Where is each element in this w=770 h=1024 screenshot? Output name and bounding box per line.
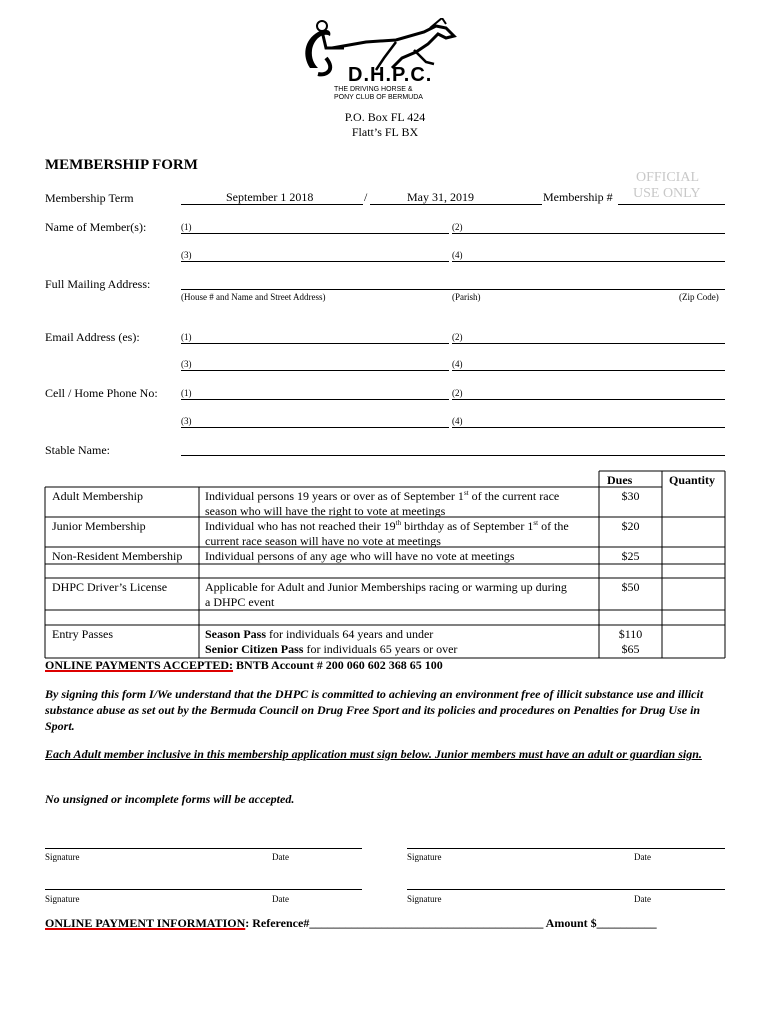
adult-membership-type: Adult Membership xyxy=(52,489,143,503)
date-4-label: Date xyxy=(634,894,651,904)
online-payment-info-label: ONLINE PAYMENT INFORMATION xyxy=(45,916,246,930)
drug-free-statement: By signing this form I/We understand that the DHPC is committed to achieving an environment free of illicit substance use and illicit substance abuse as set out by the Bermuda Council on Drug Free Sport and its policies and procedures on Penalties for Drug Use in Sport. xyxy=(45,687,704,733)
email-label: Email Address (es): xyxy=(45,330,140,344)
signature-4-field[interactable] xyxy=(407,889,725,890)
address-line-1: P.O. Box FL 424 xyxy=(344,110,426,124)
date-3-label: Date xyxy=(272,894,289,904)
adult-membership-dues: $30 xyxy=(621,489,640,503)
nonresident-membership-desc: Individual persons of any age who will have no vote at meetings xyxy=(205,549,515,563)
phone-3-label: (3) xyxy=(181,416,192,426)
email-3-label: (3) xyxy=(181,359,192,369)
address-parish-hint: (Parish) xyxy=(452,292,481,302)
senior-pass-dues: $65 xyxy=(621,642,640,656)
official-use-label-2: USE ONLY xyxy=(633,186,701,201)
driver-license-dues: $50 xyxy=(621,580,640,594)
senior-pass-desc: Senior Citizen Pass for individuals 65 years or over xyxy=(205,642,458,656)
membership-term-label: Membership Term xyxy=(45,191,134,205)
nonresident-membership-dues: $25 xyxy=(621,549,640,563)
logo-subtitle-2: PONY CLUB OF BERMUDA xyxy=(334,94,423,101)
term-start-value: September 1 2018 xyxy=(226,190,314,204)
quantity-header: Quantity xyxy=(669,473,716,487)
payment-reference-field[interactable]: : Reference#_______________________________________ Amount $__________ xyxy=(245,916,657,930)
address-zip-hint: (Zip Code) xyxy=(679,292,719,302)
email-4-label: (4) xyxy=(452,359,463,369)
phone-4-label: (4) xyxy=(452,416,463,426)
date-1-label: Date xyxy=(272,852,289,862)
driver-license-type: DHPC Driver’s License xyxy=(52,580,168,594)
term-separator: / xyxy=(364,190,368,204)
signature-2-label: Signature xyxy=(407,852,442,862)
adult-sign-statement: Each Adult member inclusive in this membership application must sign below. Junior members must have an adult or guardian sign. xyxy=(45,747,702,761)
phone-label: Cell / Home Phone No: xyxy=(45,386,158,400)
online-payments-label: ONLINE PAYMENTS ACCEPTED: xyxy=(45,658,234,672)
name-1-label: (1) xyxy=(181,222,192,232)
logo-title: D.H.P.C. xyxy=(348,64,433,86)
adult-membership-desc: Individual persons 19 years or over as of September 1st of the current race season who will have the right to vote at meetings xyxy=(205,489,560,518)
phone-1-label: (1) xyxy=(181,388,192,398)
dues-header: Dues xyxy=(607,473,633,487)
mailing-address-label: Full Mailing Address: xyxy=(45,277,151,291)
signature-1-label: Signature xyxy=(45,852,80,862)
online-payment-info-line xyxy=(45,916,657,931)
member-names-label: Name of Member(s): xyxy=(45,220,147,234)
date-2-label: Date xyxy=(634,852,651,862)
junior-membership-dues: $20 xyxy=(621,519,640,533)
name-3-label: (3) xyxy=(181,250,192,260)
entry-passes-type: Entry Passes xyxy=(52,627,113,641)
term-end-value: May 31, 2019 xyxy=(407,190,474,204)
junior-membership-desc: Individual who has not reached their 19th birthday as of September 1st of the current race season will have no vote at meetings xyxy=(205,519,569,548)
official-use-label-1: OFFICIAL xyxy=(636,170,700,185)
email-1-label: (1) xyxy=(181,332,192,342)
signature-2-field[interactable] xyxy=(407,848,725,849)
logo-subtitle-1: THE DRIVING HORSE & xyxy=(334,86,413,93)
form-title: MEMBERSHIP FORM xyxy=(45,157,198,173)
name-2-label: (2) xyxy=(452,222,463,232)
signature-3-label: Signature xyxy=(45,894,80,904)
address-house-hint: (House # and Name and Street Address) xyxy=(181,292,326,302)
season-pass-dues: $110 xyxy=(618,627,643,641)
nonresident-membership-type: Non-Resident Membership xyxy=(52,549,183,563)
driver-license-desc: Applicable for Adult and Junior Memberships racing or warming up during a DHPC event xyxy=(205,580,567,609)
phone-2-label: (2) xyxy=(452,388,463,398)
membership-number-label: Membership # xyxy=(543,190,613,204)
name-4-label: (4) xyxy=(452,250,463,260)
online-payments-account: BNTB Account # 200 060 602 368 65 100 xyxy=(233,658,443,672)
stable-name-label: Stable Name: xyxy=(45,443,110,457)
signature-3-field[interactable] xyxy=(45,889,362,890)
no-unsigned-statement: No unsigned or incomplete forms will be accepted. xyxy=(45,792,295,806)
signature-1-field[interactable] xyxy=(45,848,362,849)
online-payments-line xyxy=(45,658,443,673)
junior-membership-type: Junior Membership xyxy=(52,519,146,533)
address-line-2: Flatt’s FL BX xyxy=(351,125,419,139)
signature-4-label: Signature xyxy=(407,894,442,904)
season-pass-desc: Season Pass for individuals 64 years and under xyxy=(205,627,434,641)
email-2-label: (2) xyxy=(452,332,463,342)
